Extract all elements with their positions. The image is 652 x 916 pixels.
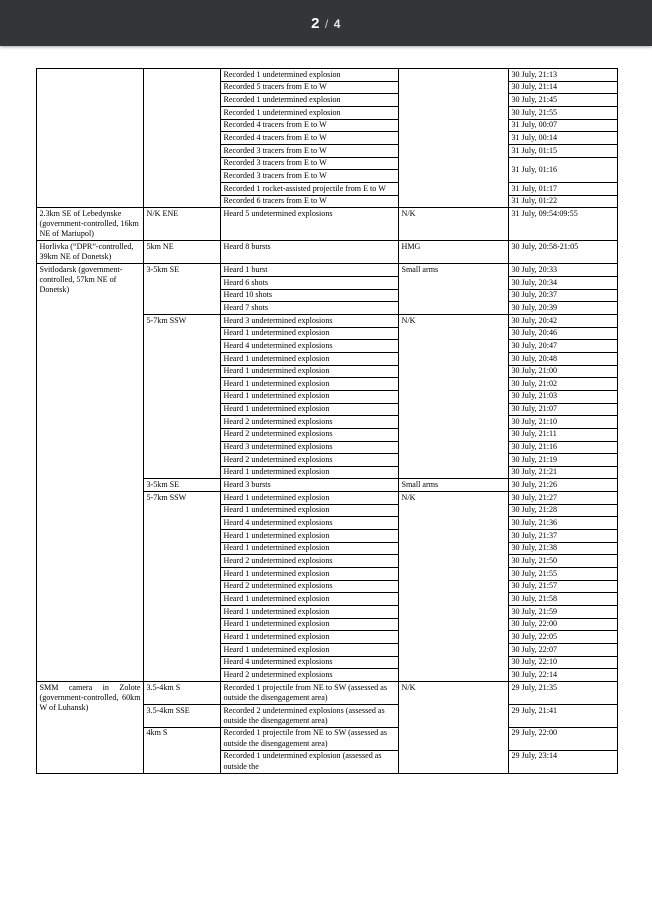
weapon-cell: N/K bbox=[399, 681, 509, 773]
observation-cell: Recorded 1 undetermined explosion bbox=[221, 94, 399, 107]
observation-cell: Heard 1 undetermined explosion bbox=[221, 492, 399, 505]
time-cell: 30 July, 21:37 bbox=[509, 530, 618, 543]
observation-cell: Heard 1 undetermined explosion bbox=[221, 327, 399, 340]
weapon-cell bbox=[399, 69, 509, 208]
observation-cell: Heard 4 undetermined explosions bbox=[221, 340, 399, 353]
table-row bbox=[37, 241, 618, 264]
observation-cell: Heard 2 undetermined explosions bbox=[221, 454, 399, 467]
time-cell: 30 July, 22:07 bbox=[509, 644, 618, 657]
observation-cell: Heard 2 undetermined explosions bbox=[221, 555, 399, 568]
observation-cell: Heard 1 undetermined explosion bbox=[221, 530, 399, 543]
observation-cell: Recorded 3 tracers from E to W bbox=[221, 144, 399, 157]
time-cell: 30 July, 21:21 bbox=[509, 466, 618, 479]
table-row bbox=[37, 208, 618, 241]
distance-cell: 5-7km SSW bbox=[144, 314, 221, 479]
time-cell: 30 July, 21:59 bbox=[509, 606, 618, 619]
time-cell: 31 July, 01:22 bbox=[509, 195, 618, 208]
time-cell: 29 July, 22:00 bbox=[509, 727, 618, 750]
weapon-cell: N/K bbox=[399, 314, 509, 479]
page-separator: / bbox=[324, 16, 329, 31]
time-cell: 30 July, 21:07 bbox=[509, 403, 618, 416]
location-cell: SMM camera in Zolote (government-controlled, 60km W of Luhansk) bbox=[37, 681, 144, 773]
current-page-number: 2 bbox=[311, 14, 320, 32]
time-cell: 29 July, 21:35 bbox=[509, 681, 618, 704]
time-cell: 30 July, 20:47 bbox=[509, 340, 618, 353]
total-page-count: 4 bbox=[333, 16, 341, 31]
time-cell: 30 July, 21:55 bbox=[509, 568, 618, 581]
observation-cell: Heard 1 undetermined explosion bbox=[221, 618, 399, 631]
observation-cell: Heard 1 undetermined explosion bbox=[221, 378, 399, 391]
time-cell: 30 July, 21:13 bbox=[509, 69, 618, 82]
observation-cell: Heard 8 bursts bbox=[221, 241, 399, 264]
table-row bbox=[37, 69, 618, 82]
location-cell bbox=[37, 69, 144, 208]
observation-cell: Heard 1 undetermined explosion bbox=[221, 542, 399, 555]
observation-cell: Heard 2 undetermined explosions bbox=[221, 416, 399, 429]
weapon-cell: N/K bbox=[399, 208, 509, 241]
time-cell: 31 July, 01:15 bbox=[509, 144, 618, 157]
time-cell: 30 July, 21:11 bbox=[509, 428, 618, 441]
page-content bbox=[36, 68, 617, 774]
time-cell: 30 July, 20:37 bbox=[509, 289, 618, 302]
observation-cell: Heard 10 shots bbox=[221, 289, 399, 302]
observation-cell: Recorded 6 tracers from E to W bbox=[221, 195, 399, 208]
observation-cell: Heard 1 undetermined explosion bbox=[221, 365, 399, 378]
time-cell: 30 July, 20:39 bbox=[509, 302, 618, 315]
time-cell: 30 July, 21:00 bbox=[509, 365, 618, 378]
pdf-toolbar bbox=[0, 0, 652, 46]
location-cell: 2.3km SE of Lebedynske (government-controlled, 16km NE of Mariupol) bbox=[37, 208, 144, 241]
time-cell: 31 July, 00:07 bbox=[509, 119, 618, 132]
time-cell: 30 July, 20:42 bbox=[509, 314, 618, 327]
time-cell: 30 July, 21:38 bbox=[509, 542, 618, 555]
distance-cell: 3.5-4km S bbox=[144, 681, 221, 704]
time-cell: 31 July, 01:17 bbox=[509, 182, 618, 195]
observation-cell: Heard 1 undetermined explosion bbox=[221, 644, 399, 657]
time-cell: 30 July, 21:26 bbox=[509, 479, 618, 492]
observation-cell: Heard 2 undetermined explosions bbox=[221, 428, 399, 441]
observation-cell: Recorded 5 tracers from E to W bbox=[221, 81, 399, 94]
time-cell: 31 July, 09:54:09:55 bbox=[509, 208, 618, 241]
observation-cell: Heard 1 undetermined explosion bbox=[221, 403, 399, 416]
location-cell: Svitlodarsk (government-controlled, 57km NE of Donetsk) bbox=[37, 264, 144, 682]
distance-cell bbox=[144, 69, 221, 208]
observation-cell: Heard 1 undetermined explosion bbox=[221, 390, 399, 403]
time-cell: 30 July, 21:45 bbox=[509, 94, 618, 107]
time-cell: 30 July, 21:36 bbox=[509, 517, 618, 530]
observation-cell: Recorded 4 tracers from E to W bbox=[221, 132, 399, 145]
time-cell: 30 July, 21:57 bbox=[509, 580, 618, 593]
distance-cell: 5-7km SSW bbox=[144, 492, 221, 682]
observation-cell: Heard 1 undetermined explosion bbox=[221, 568, 399, 581]
time-cell: 30 July, 21:55 bbox=[509, 106, 618, 119]
observation-cell: Heard 1 undetermined explosion bbox=[221, 606, 399, 619]
observation-cell: Heard 2 undetermined explosions bbox=[221, 669, 399, 682]
observations-table-body bbox=[37, 69, 618, 774]
time-cell: 30 July, 22:05 bbox=[509, 631, 618, 644]
observation-cell: Heard 1 undetermined explosion bbox=[221, 504, 399, 517]
time-cell: 30 July, 22:00 bbox=[509, 618, 618, 631]
time-cell: 30 July, 21:50 bbox=[509, 555, 618, 568]
observation-cell: Heard 1 undetermined explosion bbox=[221, 631, 399, 644]
weapon-cell: N/K bbox=[399, 492, 509, 682]
time-cell: 30 July, 21:03 bbox=[509, 390, 618, 403]
time-cell: 30 July, 21:02 bbox=[509, 378, 618, 391]
observation-cell: Recorded 1 undetermined explosion bbox=[221, 69, 399, 82]
time-cell: 30 July, 21:27 bbox=[509, 492, 618, 505]
time-cell: 30 July, 21:14 bbox=[509, 81, 618, 94]
observation-cell: Heard 1 undetermined explosion bbox=[221, 593, 399, 606]
observation-cell: Heard 3 undetermined explosions bbox=[221, 441, 399, 454]
observation-cell: Heard 3 undetermined explosions bbox=[221, 314, 399, 327]
time-cell: 30 July, 21:19 bbox=[509, 454, 618, 467]
distance-cell: 4km S bbox=[144, 727, 221, 773]
time-cell: 30 July, 21:16 bbox=[509, 441, 618, 454]
observations-table bbox=[36, 68, 618, 774]
time-cell: 30 July, 20:48 bbox=[509, 352, 618, 365]
location-cell: Horlivka (“DPR”-controlled, 39km NE of Donetsk) bbox=[37, 241, 144, 264]
observation-cell: Recorded 1 projectile from NE to SW (assessed as outside the disengagement area) bbox=[221, 681, 399, 704]
observation-cell: Recorded 1 projectile from NE to SW (assessed as outside the disengagement area) bbox=[221, 727, 399, 750]
page-indicator[interactable] bbox=[311, 15, 341, 32]
distance-cell: N/K ENE bbox=[144, 208, 221, 241]
time-cell: 30 July, 21:10 bbox=[509, 416, 618, 429]
observation-cell: Heard 1 burst bbox=[221, 264, 399, 277]
observation-cell: Recorded 4 tracers from E to W bbox=[221, 119, 399, 132]
observation-cell: Heard 7 shots bbox=[221, 302, 399, 315]
distance-cell: 3.5-4km SSE bbox=[144, 704, 221, 727]
time-cell: 29 July, 21:41 bbox=[509, 704, 618, 727]
time-cell: 31 July, 01:16 bbox=[509, 157, 618, 182]
weapon-cell: HMG bbox=[399, 241, 509, 264]
observation-cell: Recorded 1 undetermined explosion bbox=[221, 106, 399, 119]
weapon-cell: Small arms bbox=[399, 479, 509, 492]
time-cell: 30 July, 20:46 bbox=[509, 327, 618, 340]
observation-cell: Heard 2 undetermined explosions bbox=[221, 580, 399, 593]
time-cell: 29 July, 23:14 bbox=[509, 750, 618, 773]
observation-cell: Heard 4 undetermined explosions bbox=[221, 656, 399, 669]
table-row bbox=[37, 264, 618, 277]
time-cell: 30 July, 20:33 bbox=[509, 264, 618, 277]
observation-cell: Heard 1 undetermined explosion bbox=[221, 352, 399, 365]
time-cell: 31 July, 00:14 bbox=[509, 132, 618, 145]
observation-cell: Heard 1 undetermined explosion bbox=[221, 466, 399, 479]
pdf-page bbox=[0, 46, 652, 916]
time-cell: 30 July, 21:58 bbox=[509, 593, 618, 606]
distance-cell: 3-5km SE bbox=[144, 479, 221, 492]
time-cell: 30 July, 22:14 bbox=[509, 669, 618, 682]
observation-cell: Heard 5 undetermined explosions bbox=[221, 208, 399, 241]
observation-cell: Recorded 1 rocket-assisted projectile from E to W bbox=[221, 182, 399, 195]
observation-cell: Recorded 3 tracers from E to W bbox=[221, 157, 399, 170]
time-cell: 30 July, 22:10 bbox=[509, 656, 618, 669]
table-row bbox=[37, 681, 618, 704]
observation-cell: Heard 3 bursts bbox=[221, 479, 399, 492]
observation-cell: Recorded 2 undetermined explosions (assessed as outside the disengagement area) bbox=[221, 704, 399, 727]
time-cell: 30 July, 21:28 bbox=[509, 504, 618, 517]
distance-cell: 5km NE bbox=[144, 241, 221, 264]
distance-cell: 3-5km SE bbox=[144, 264, 221, 315]
observation-cell: Heard 6 shots bbox=[221, 276, 399, 289]
observation-cell: Recorded 1 undetermined explosion (assessed as outside the bbox=[221, 750, 399, 773]
time-cell: 30 July, 20:34 bbox=[509, 276, 618, 289]
time-cell: 30 July, 20:58-21:05 bbox=[509, 241, 618, 264]
weapon-cell: Small arms bbox=[399, 264, 509, 315]
observation-cell: Recorded 3 tracers from E to W bbox=[221, 170, 399, 183]
observation-cell: Heard 4 undetermined explosions bbox=[221, 517, 399, 530]
